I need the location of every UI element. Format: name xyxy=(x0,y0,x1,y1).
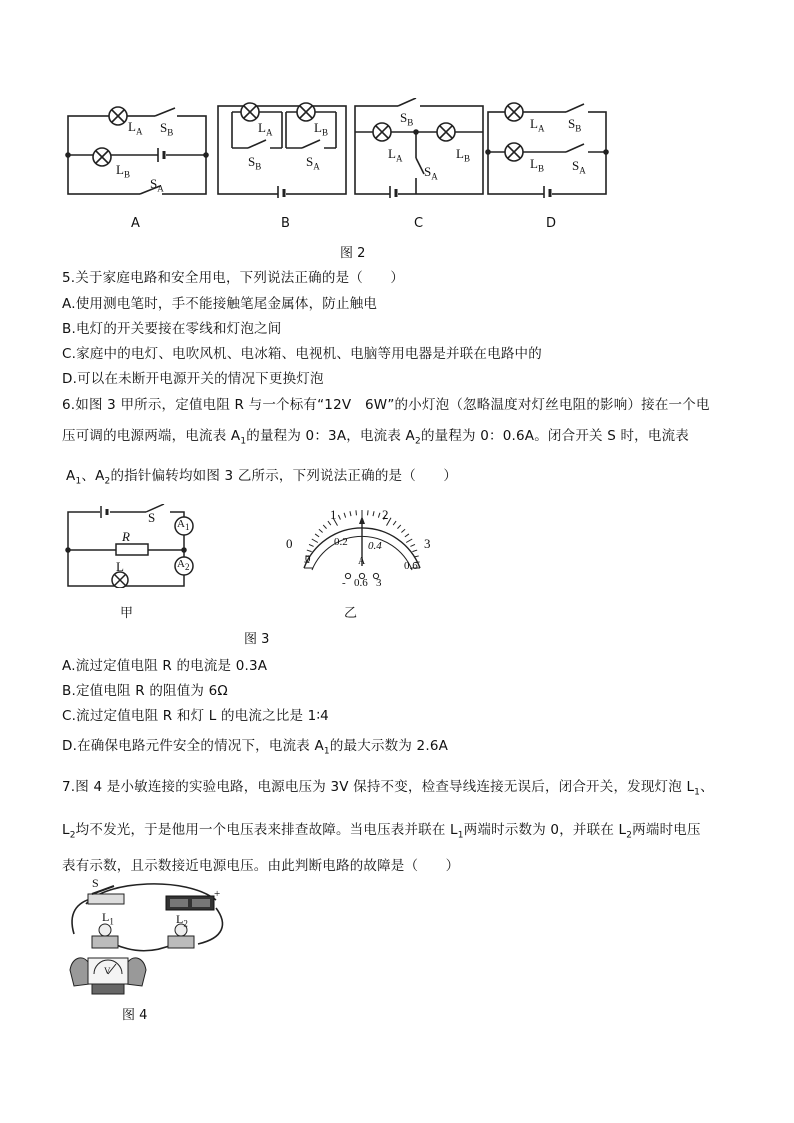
label-la: $L_A$ xyxy=(128,119,143,137)
meter-outer-0: 0 xyxy=(286,536,293,551)
q7-stem-line-2: $L_2$均不发光，于是他用一个电压表来排查故障。当电压表并联在 $L_1$两端时示数为 0，并联在 $L_2$两端时电压 xyxy=(62,822,701,841)
meter-tick xyxy=(401,529,405,532)
label-lb: $L_B$ xyxy=(116,162,130,180)
label-la: $L_A$ xyxy=(530,116,545,134)
meter-tick xyxy=(307,550,312,552)
ammeter-a1-label: $A_1$ xyxy=(177,518,190,533)
fig4-label-plus: + xyxy=(214,888,221,900)
terminal-negative: - xyxy=(342,577,346,589)
circuit-label-l: L xyxy=(116,559,124,574)
meter-tick xyxy=(410,544,415,546)
meter-tick xyxy=(378,513,380,518)
q5-option-c: C.家庭中的电灯、电吹风机、电冰箱、电视机、电脑等用电器是并联在电路中的 xyxy=(62,346,542,362)
meter-tick xyxy=(373,511,374,516)
meter-tick xyxy=(350,511,351,516)
label-sb: $S_B$ xyxy=(568,116,582,134)
figure-4-caption: 图 4 xyxy=(122,1008,148,1023)
option-b-label: B xyxy=(281,216,290,231)
meter-tick xyxy=(393,521,396,525)
fig4-label-l1: $L_1$ xyxy=(102,910,114,927)
meter-tick xyxy=(309,544,314,546)
meter-inner-06: 0.6 xyxy=(404,560,418,572)
figure-3-left-label: 甲 xyxy=(120,606,134,621)
label-sa: $S_A$ xyxy=(150,176,164,194)
figure-3-caption: 图 3 xyxy=(244,632,270,647)
label-la: $L_A$ xyxy=(388,146,403,164)
q6-option-a: A.流过定值电阻 R 的电流是 0.3A xyxy=(62,658,268,674)
meter-tick xyxy=(356,510,357,515)
option-d-label: D xyxy=(546,216,557,231)
meter-tick xyxy=(412,550,417,552)
label-sb: $S_B$ xyxy=(248,154,262,172)
q6-option-d: D.在确保电路元件安全的情况下，电流表 $A_1$的最大示数为 2.6A xyxy=(62,738,449,757)
q5-option-a: A.使用测电笔时，手不能接触笔尾金属体，防止触电 xyxy=(62,296,378,312)
label-sa: $S_A$ xyxy=(572,158,586,176)
meter-tick xyxy=(315,534,319,537)
q6-option-b: B.定值电阻 R 的阻值为 6Ω xyxy=(62,683,228,699)
terminal-06: 0.6 xyxy=(354,577,368,589)
figure-3-circuit xyxy=(60,504,210,588)
q6-stem-line-3: $A_1$、$A_2$的指针偏转均如图 3 乙所示，下列说法正确的是（ ） xyxy=(66,468,458,487)
q6-stem-line-1: 6.如图 3 甲所示，定值电阻 R 与一个标有“12V 6W”的小灯泡（忽略温度对灯丝电阻的影响）接在一个电 xyxy=(62,397,710,413)
option-a-label: A xyxy=(131,216,140,231)
meter-tick xyxy=(397,525,400,529)
meter-unit: A xyxy=(358,556,366,567)
q6-stem-line-2: 压可调的电源两端，电流表 $A_1$的量程为 0：3A，电流表 $A_2$的量程为 0：0.6A。闭合开关 S 时，电流表 xyxy=(62,428,689,447)
label-sa: $S_A$ xyxy=(306,154,320,172)
figure-2-caption: 图 2 xyxy=(340,246,366,261)
meter-outer-2: 2 xyxy=(382,507,389,522)
ammeter-a2-label: $A_2$ xyxy=(177,558,190,573)
meter-tick xyxy=(368,510,369,515)
circuit-label-s: S xyxy=(148,510,156,525)
q7-stem-line-3: 表有示数，且示数接近电源电压。由此判断电路的故障是（ ） xyxy=(62,858,460,874)
meter-tick xyxy=(338,515,340,520)
fig4-label-l2: $L_2$ xyxy=(176,912,188,929)
figure-4-apparatus xyxy=(66,874,236,1000)
meter-inner-04: 0.4 xyxy=(368,540,382,552)
fig4-label-s: S xyxy=(92,876,99,890)
meter-outer-3: 3 xyxy=(424,536,431,551)
q5-stem: 5.关于家庭电路和安全用电，下列说法正确的是（ ） xyxy=(62,270,405,286)
meter-outer-1: 1 xyxy=(330,507,337,522)
circuit-d xyxy=(486,103,608,198)
option-c-label: C xyxy=(414,216,424,231)
circuit-b xyxy=(218,103,346,198)
meter-inner-0: 0 xyxy=(305,553,311,565)
meter-tick xyxy=(323,525,326,529)
meter-tick xyxy=(312,539,318,543)
label-la: $L_A$ xyxy=(258,120,273,138)
label-sb: $S_B$ xyxy=(160,120,174,138)
fig4-label-v: V xyxy=(104,966,111,976)
meter-tick xyxy=(406,539,412,543)
q5-option-b: B.电灯的开关要接在零线和灯泡之间 xyxy=(62,321,282,337)
figure-2-circuits xyxy=(60,98,620,198)
label-lb: $L_B$ xyxy=(530,156,544,174)
label-sb: $S_B$ xyxy=(400,110,414,128)
circuit-label-r: R xyxy=(122,529,130,544)
meter-inner-02: 0.2 xyxy=(334,536,348,548)
label-lb: $L_B$ xyxy=(456,146,470,164)
terminal-3: 3 xyxy=(376,577,382,589)
meter-tick xyxy=(344,513,346,518)
q5-option-d: D.可以在未断开电源开关的情况下更换灯泡 xyxy=(62,371,324,387)
q6-option-c: C.流过定值电阻 R 和灯 L 的电流之比是 1∶4 xyxy=(62,708,329,724)
figure-3-right-label: 乙 xyxy=(344,606,358,621)
meter-tick xyxy=(405,534,409,537)
q7-stem-line-1: 7.图 4 是小敏连接的实验电路，电源电压为 3V 保持不变，检查导线连接无误后，闭合开关，发现灯泡 $L_1$、 xyxy=(62,779,714,798)
label-lb: $L_B$ xyxy=(314,120,328,138)
label-sa: $S_A$ xyxy=(424,164,438,182)
meter-tick xyxy=(319,529,323,532)
